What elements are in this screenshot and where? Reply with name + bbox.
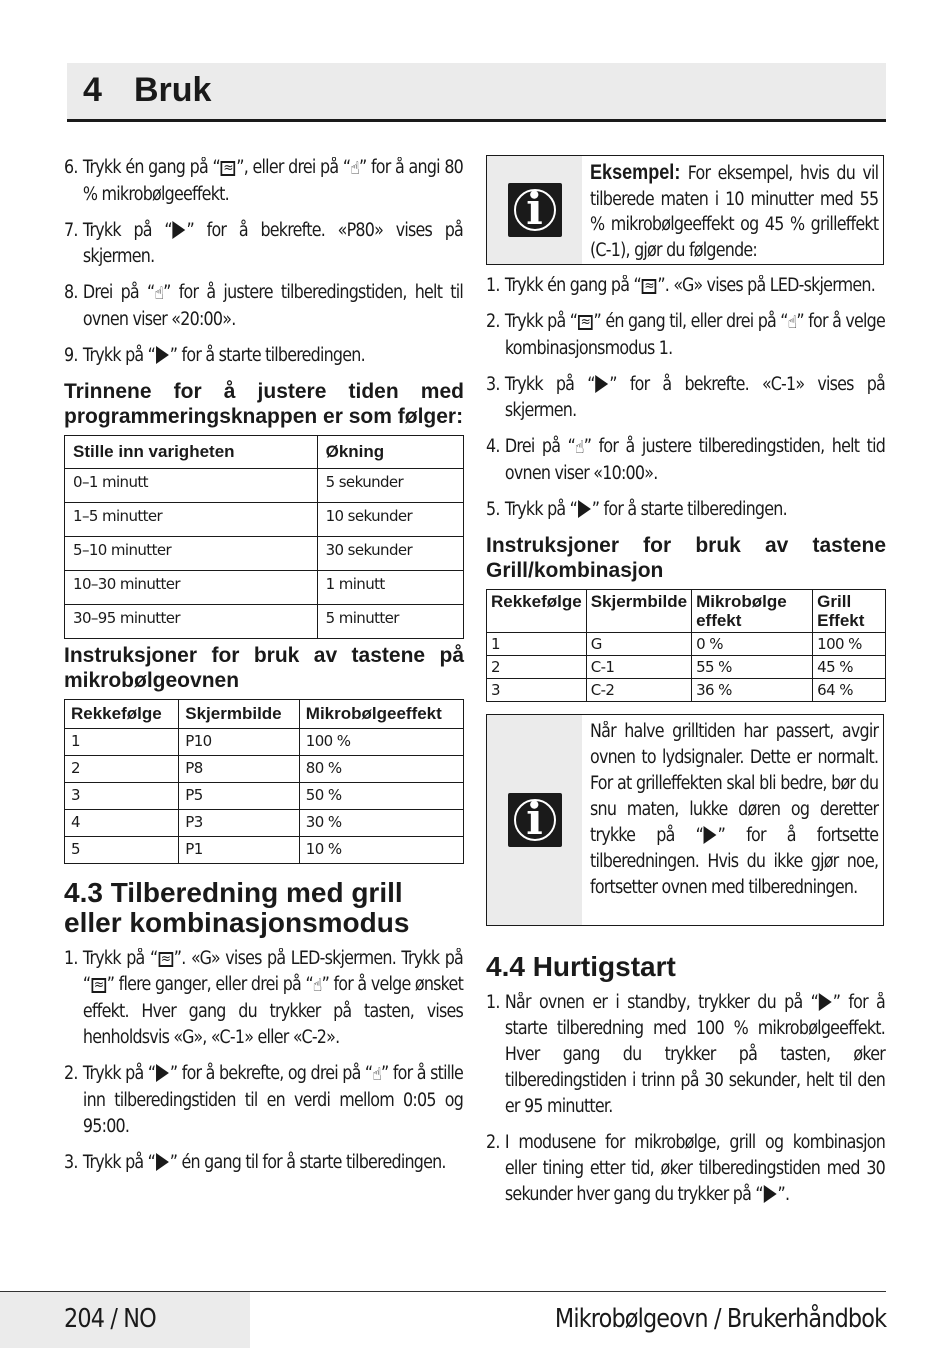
table-cell: P1 [179,837,300,864]
list-item: 2. I modusene for mikrobølge, grill og kombinasjon eller tining etter tid, øker tilberedingstiden med 30 sekunder hver gang du trykker på “ ”. [486,1132,886,1205]
list-item: 9. Trykk på “ ” for å starte tilberedingen. [64,343,463,369]
table-cell: 10 % [299,837,463,864]
play-icon [764,1185,777,1203]
knob-icon: ☝ [154,283,164,304]
play-icon [578,500,591,518]
table-cell: 55 % [692,656,813,679]
table-row [65,537,464,571]
list-item: 2. Trykk på “ ” for å bekrefte, og drei på “☝” for å stille inn tilberedingstiden til en verdi mellom 0:05 og 95:00. [64,1063,464,1137]
table-cell: P8 [179,756,300,783]
table-row [65,783,464,810]
play-icon [596,375,609,393]
table-cell: 30 sekunder [317,537,463,571]
table-cell: P10 [179,729,300,756]
steps-4-4 [486,990,885,1208]
table-cell: 10–30 minutter [65,571,318,605]
footer-manual-title: Mikrobølgeovn / Brukerhåndbok [554,1304,886,1334]
table-row [65,729,464,756]
note-info-box [486,714,884,926]
step-number: 2. [486,311,500,332]
table-header: Mikrobølgeeffekt [299,700,463,729]
list-item: 3. Trykk på “ ” for å bekrefte. «C-1» vises på skjermen. [486,374,886,421]
info-icon: i [508,183,562,237]
micro-table [64,699,464,864]
table-cell: 3 [65,783,179,810]
duration-table [64,435,464,639]
table-cell: 5 minutter [317,605,463,639]
step-number: 3. [64,1152,78,1173]
list-item: 2. Trykk på “≈ ” én gang til, eller drei på “☝” for å velge kombinasjonsmodus 1. [486,309,885,362]
section-4-3-title: 4.3 Tilberedning med grill eller kombinasjonsmodus [64,877,410,938]
list-item: 1. Trykk én gang på “≈ ”. «G» vises på LED-skjermen. [486,273,885,299]
table-cell: 30–95 minutter [65,605,318,639]
table-header: Økning [317,436,463,469]
section-4-4-title: 4.4 Hurtigstart [486,951,676,982]
table-cell: 80 % [299,756,463,783]
table-cell: 64 % [813,679,886,702]
knob-icon: ☝ [575,437,584,458]
step-number: 2. [64,1063,78,1084]
list-item: 1. Når ovnen er i standby, trykker du på “ ” for å starte tilberedning med 100 % mikrobølgeeffekt. Hver gang du trykker på tasten, øker tilberedingstiden i trinn på 30 sekunder, helt til den er 95 minutter. [486,992,886,1117]
grill-icon [158,952,173,967]
step-number: 1. [486,992,500,1013]
table-cell: 0–1 minutt [65,469,318,503]
subhead-duration: Trinnene for å justere tiden med programmeringsknappen er som følger: [64,380,464,428]
table-cell: 50 % [299,783,463,810]
step-number: 5. [486,499,500,520]
table-cell: 3 [487,679,587,702]
example-text: For eksempel, hvis du vil tilberede maten i 10 minutter med 55 % mikrobølgeeffekt og 45 % grilleffekt (C-1), gjør du følgende: [590,163,879,261]
step-number: 6. [64,157,78,178]
table-cell: C-1 [586,656,691,679]
list-item: 4. Drei på “☝” for å justere tilberedingstiden, helt tid ovnen viser «10:00». [486,436,886,484]
table-cell: 5–10 minutter [65,537,318,571]
list-item: 3. Trykk på “ ” én gang til for å starte tilberedingen. [64,1150,463,1176]
step-number: 1. [64,948,78,969]
table-row [65,571,464,605]
table-row [65,503,464,537]
chapter-title: Bruk [134,71,212,109]
table-row [65,756,464,783]
table-cell: 1 [487,633,587,656]
step-number: 8. [64,282,78,303]
table-header: Grill Effekt [813,590,886,633]
list-item: 5. Trykk på “ ” for å starte tilberedingen. [486,497,885,523]
table-cell: 100 % [813,633,886,656]
table-row [65,469,464,503]
footer-page-number: 204 / NO [64,1304,156,1334]
table-cell: 45 % [813,656,886,679]
step-number: 9. [64,345,78,366]
example-lead: Eksempel: [590,161,681,184]
play-icon [173,221,186,239]
table-header: Rekkefølge [65,700,179,729]
table-header: Rekkefølge [487,590,587,633]
table-cell: P3 [179,810,300,837]
info-icon: i [508,793,562,847]
table-cell: 100 % [299,729,463,756]
steps-top [64,155,463,369]
play-icon [704,826,717,844]
table-cell: 1 [65,729,179,756]
step-number: 4. [486,436,500,457]
right-column [486,155,886,1218]
knob-icon: ☝ [312,975,322,996]
grill-icon [91,978,106,993]
knob-icon: ☝ [350,158,359,179]
step-number: 3. [486,374,500,395]
note-text: Når halve grilltiden har passert, avgir ovnen to lydsignaler. Dette er normalt. For at grilleffekten skal bli bedre, bør du snu maten, lukke døren og deretter trykke på “ ” for å fortsette tilberedningen. Hvis du ikke gjør noe, fortsetter ovnen med tilberedningen. [590,721,879,898]
table-cell: 0 % [692,633,813,656]
table-row [487,656,886,679]
footer-divider [0,1291,886,1292]
table-cell: 30 % [299,810,463,837]
grill-icon [642,279,657,294]
table-row [65,810,464,837]
play-icon [156,1064,169,1082]
table-row [487,679,886,702]
table-row [65,605,464,639]
chapter-header [67,63,886,122]
list-item: 7. Trykk på “ ” for å bekrefte. «P80» vises på skjermen. [64,220,464,267]
table-row [65,837,464,864]
list-item: 6. Trykk én gang på “≈ ”, eller drei på “☝” for å angi 80 % mikrobølgeeffekt. [64,155,463,208]
grill-table [486,589,886,702]
table-row [487,633,886,656]
list-item: 8. Drei på “☝” for å justere tilberedingstiden, helt til ovnen viser «20:00». [64,282,464,330]
table-cell: 2 [487,656,587,679]
table-cell: 10 sekunder [317,503,463,537]
grill-icon [221,161,236,176]
table-cell: 1 minutt [317,571,463,605]
steps-example [486,273,885,523]
subhead-grill: Instruksjoner for bruk av tastene Grill/kombinasjon [486,534,886,582]
table-cell: 4 [65,810,179,837]
table-cell: P5 [179,783,300,810]
play-icon [819,993,832,1011]
example-info-box [486,155,884,265]
table-cell: G [586,633,691,656]
left-column [64,155,464,1186]
step-number: 1. [486,275,500,296]
table-cell: 2 [65,756,179,783]
step-number: 7. [64,220,78,241]
play-icon [156,1153,169,1171]
table-header: Mikrobølge effekt [692,590,813,633]
table-cell: 5 [65,837,179,864]
table-header: Stille inn varigheten [65,436,318,469]
table-cell: 5 sekunder [317,469,463,503]
grill-icon [578,315,593,330]
subhead-micro: Instruksjoner for bruk av tastene på mikrobølgeovnen [64,644,464,692]
table-header: Skjermbilde [586,590,691,633]
table-header: Skjermbilde [179,700,300,729]
table-cell: 1–5 minutter [65,503,318,537]
step-number: 2. [486,1132,500,1153]
table-cell: 36 % [692,679,813,702]
play-icon [156,346,169,364]
chapter-number: 4 [83,71,102,109]
steps-4-3 [64,946,463,1176]
knob-icon: ☝ [372,1064,382,1085]
knob-icon: ☝ [787,312,797,333]
table-cell: C-2 [586,679,691,702]
list-item: 1. Trykk på “≈ ”. «G» vises på LED-skjermen. Trykk på “≈ ” flere ganger, eller drei på “☝” for å velge ønsket effekt. Hver gang du trykker på tasten, vises henholdsvis «G», «C-1» eller «C-2». [64,946,463,1051]
